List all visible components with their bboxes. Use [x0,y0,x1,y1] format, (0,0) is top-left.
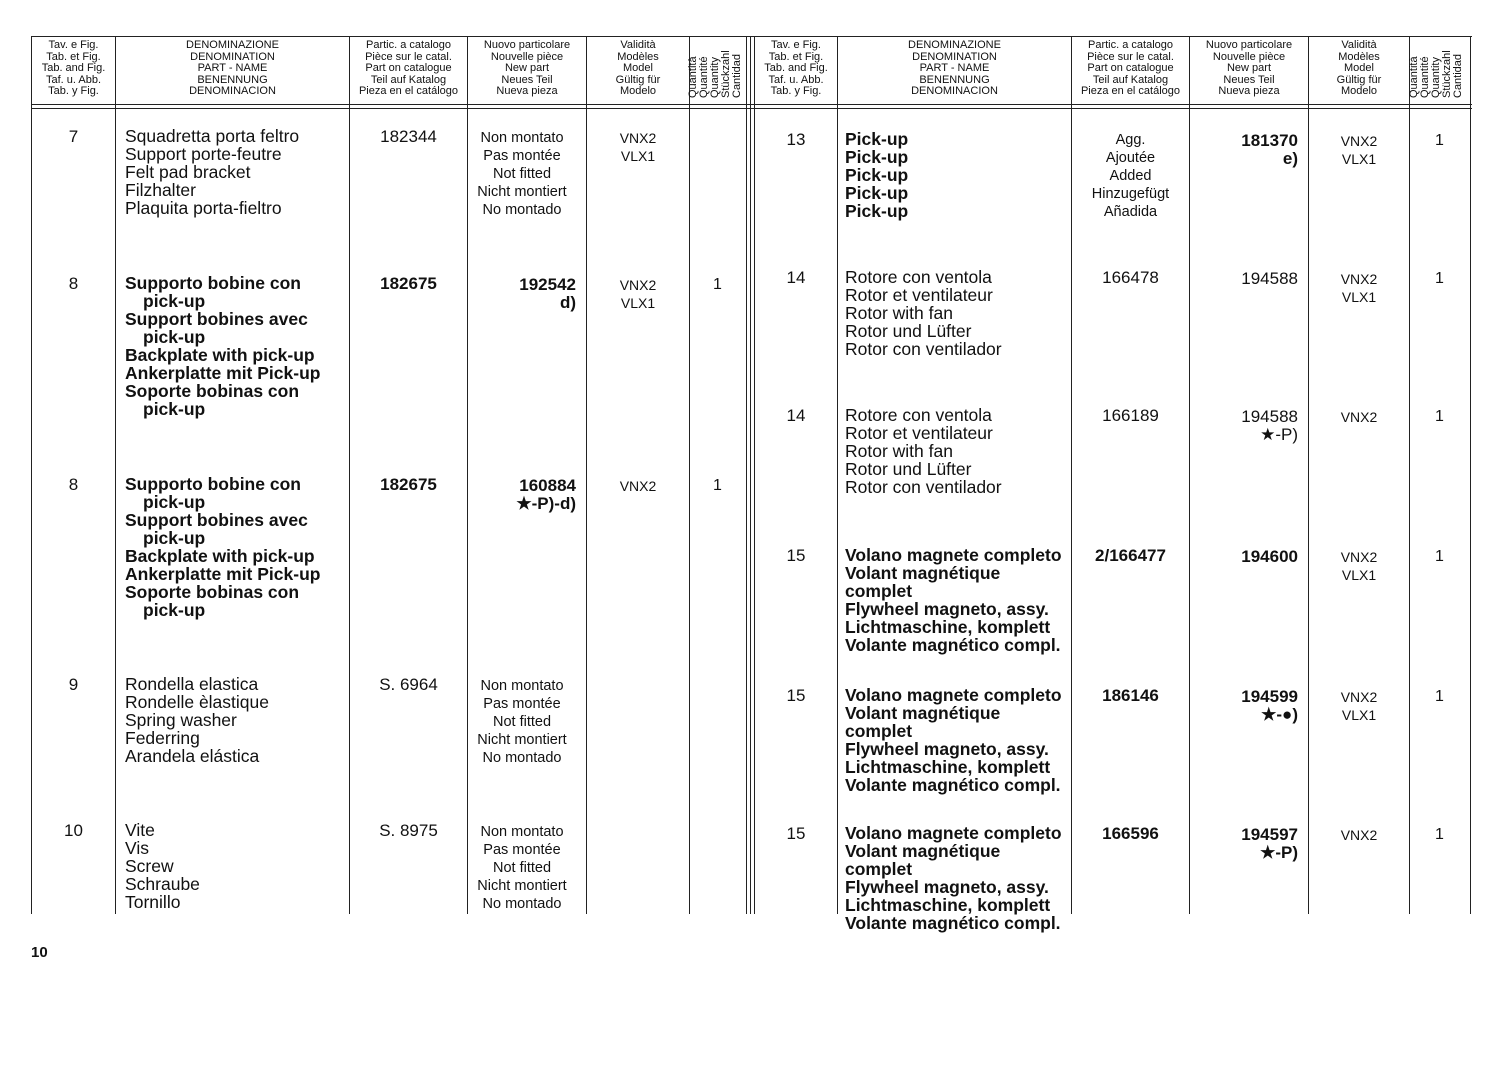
part-name-line: Backplate with pick-up [125,345,315,365]
part-name-line: Pick-up [845,129,909,149]
header-quantita: Quantità Quantité Quantity Stückzahl Cantidad [687,50,743,98]
new-part-line: e) [1282,149,1298,168]
part-name-line: Schraube [125,874,200,894]
quantity: 1 [713,276,722,293]
new-part-line: Not fitted [492,714,552,730]
header-validita: Validità Modèles Model Gültig für Modelo [1336,39,1382,98]
validity-model: VLX1 [1341,707,1377,723]
part-name [845,268,1069,358]
header-tav: Tav. e Fig. Tab. et Fig. Tab. and Fig. Taf. u. Abb. Tab. y Fig. [764,39,828,98]
new-part-line: No montado [482,202,562,218]
catalog-part: 2/166477 [1095,546,1166,565]
part-name-line: Volante magnético compl. [845,913,1061,933]
validity-models [1309,132,1409,168]
validity-model: VNX2 [619,478,657,494]
header-bottom-border-2 [31,108,1472,109]
part-name-line: Volante magnético compl. [845,635,1061,655]
new-part-line: 194599 [1241,687,1298,706]
part-name-line: Squadretta porta feltro [125,126,300,146]
header-nuovo: Nuovo particolare Nouvelle pièce New part Neues Teil Nueva pieza [483,39,571,98]
header-partic: Partic. a catalogo Pièce sur le catal. Part on catalogue Teil auf Katalog Pieza en el catálogo [1080,39,1181,98]
tav-number: 10 [64,821,83,840]
part-name-line: Volano magnete completo [845,685,1062,705]
new-part [468,823,576,913]
new-part-line: Pas montée [483,696,561,712]
catalog-part: 182675 [380,274,437,293]
tav-number: 8 [68,475,79,494]
quantity: 1 [713,477,722,494]
new-part-line: ★-P) [1260,843,1298,862]
validity-model: VNX2 [1340,133,1378,149]
part-name-line: Ankerplatte mit Pick-up [125,564,321,584]
new-part-line: Nicht montiert [477,184,567,200]
new-part-line: No montado [482,750,562,766]
validity-model: VLX1 [1341,567,1377,583]
new-part-line: 160884 [519,476,576,495]
part-name-line: Rondella elastica [125,674,259,694]
quantity: 1 [1435,132,1444,149]
part-name-line: Arandela elástica [125,746,260,766]
new-part [1190,270,1298,288]
part-name-line: Flywheel magneto, assy. [845,599,1049,619]
part-name [845,686,1069,794]
part-name-line: Rotor und Lüfter [845,459,972,479]
table-top-border [31,36,1472,37]
catalog-part: 182675 [380,475,437,494]
new-part-line: Not fitted [492,166,552,182]
part-name-line: Support porte-feutre [125,144,282,164]
part-name-line: Rotor und Lüfter [845,321,972,341]
new-part-line: 194600 [1241,547,1298,566]
new-part [468,276,576,312]
part-name-line: Pick-up [845,183,909,203]
tav-number: 15 [786,686,806,705]
new-part [1190,132,1298,168]
header-validita: Validità Modèles Model Gültig für Modelo [615,39,661,98]
header-quantita: Quantità Quantité Quantity Stückzahl Cantidad [1408,50,1464,98]
catalog-part: S. 6964 [379,675,438,694]
part-name-line: pick-up [143,399,206,419]
part-name-line: Backplate with pick-up [125,546,315,566]
quantity: 1 [1435,826,1444,843]
validity-models [1309,688,1409,724]
new-part-line: ★-P) [1260,425,1298,444]
part-name-line: Filzhalter [125,180,196,200]
part-name-line: Vis [125,838,149,858]
part-name-line: pick-up [143,528,206,548]
part-name [845,824,1069,932]
col-divider [750,36,751,914]
part-name-line: Spring washer [125,710,237,730]
part-name-line: Rotor con ventilador [845,477,1002,497]
catalog-part: 166596 [1102,824,1159,843]
part-name-line: Rotore con ventola [845,267,992,287]
col-divider [1409,36,1410,914]
part-name-line: Supporto bobine con [125,273,301,293]
part-name-line: Screw [125,856,174,876]
part-name [845,406,1069,496]
tav-number: 9 [68,675,79,694]
part-name-line: Plaquita porta-fieltro [125,198,282,218]
part-name-line: Rondelle èlastique [125,692,269,712]
tav-number: 15 [786,824,806,843]
col-divider [586,36,587,914]
tav-number: 13 [786,130,806,149]
tav-number: 15 [786,546,806,565]
part-name-line: Supporto bobine con [125,474,301,494]
tav-number: 14 [786,406,806,425]
header-tav: Tav. e Fig. Tab. et Fig. Tab. and Fig. Taf. u. Abb. Tab. y Fig. [41,39,106,98]
part-name [845,546,1069,654]
validity-model: VNX2 [619,277,657,293]
part-name-line: Lichtmaschine, komplett [845,617,1051,637]
validity-models [1309,408,1409,426]
validity-models [1309,826,1409,844]
col-divider [689,36,690,914]
validity-model: VNX2 [1340,827,1378,843]
col-divider [115,36,116,914]
catalog-part: Agg. Ajoutée Added Hinzugefügt Añadida [1091,132,1170,220]
quantity: 1 [1435,408,1444,425]
part-name [125,274,347,418]
part-name [125,675,347,765]
new-part-line: Not fitted [492,860,552,876]
part-name-line: Rotor et ventilateur [845,285,993,305]
part-name-line: Volano magnete completo [845,823,1062,843]
new-part-line: Non montato [480,824,564,840]
new-part-line: Nicht montiert [477,878,567,894]
new-part [1190,688,1298,724]
new-part-line: Non montato [480,678,564,694]
validity-models [587,477,689,495]
header-partic: Partic. a catalogo Pièce sur le catal. Part on catalogue Teil auf Katalog Pieza en el catálogo [358,39,459,98]
new-part-line: Pas montée [483,842,561,858]
col-divider [837,36,838,914]
part-name-line: Tornillo [125,892,181,912]
tav-number: 14 [786,268,806,287]
validity-models [1309,548,1409,584]
part-name-line: Volano magnete completo [845,545,1062,565]
new-part [468,677,576,767]
part-name-line: Volant magnétique complet [845,841,1001,879]
catalog-part: 166189 [1102,406,1159,425]
quantity: 1 [1435,270,1444,287]
part-name-line: Volant magnétique complet [845,563,1001,601]
new-part-line: ★-P)-d) [516,494,576,513]
new-part [468,477,576,513]
col-divider [746,36,747,914]
new-part-line: d) [559,293,576,312]
part-name [125,821,347,911]
validity-model: VLX1 [620,148,656,164]
quantity: 1 [1435,688,1444,705]
part-name-line: pick-up [143,291,206,311]
quantity: 1 [1435,548,1444,565]
part-name-line: Flywheel magneto, assy. [845,877,1049,897]
catalog-part: 182344 [380,127,437,146]
new-part [1190,548,1298,566]
part-name-line: Flywheel magneto, assy. [845,739,1049,759]
new-part-line: Nicht montiert [477,732,567,748]
validity-model: VNX2 [1340,271,1378,287]
header-nuovo: Nuovo particolare Nouvelle pièce New part Neues Teil Nueva pieza [1205,39,1293,98]
part-name-line: Lichtmaschine, komplett [845,757,1051,777]
part-name-line: Rotor con ventilador [845,339,1002,359]
new-part-line: Pas montée [483,148,561,164]
part-name-line: Ankerplatte mit Pick-up [125,363,321,383]
validity-models [1309,270,1409,306]
part-name-line: Pick-up [845,165,909,185]
tav-number: 7 [68,127,79,146]
new-part [1190,408,1298,444]
col-divider [754,36,755,914]
page-number: 10 [31,944,48,961]
part-name [845,130,1069,220]
part-name-line: Rotore con ventola [845,405,992,425]
part-name-line: pick-up [143,327,206,347]
validity-models [587,129,689,165]
part-name-line: Support bobines avec [125,510,308,530]
part-name-line: Rotor et ventilateur [845,423,993,443]
validity-model: VNX2 [619,130,657,146]
part-name-line: Soporte bobinas con [125,582,300,602]
tav-number: 8 [68,274,79,293]
part-name [125,127,347,217]
validity-model: VNX2 [1340,549,1378,565]
validity-model: VNX2 [1340,689,1378,705]
new-part [1190,826,1298,862]
new-part-line: 181370 [1241,131,1298,150]
part-name-line: Federring [125,728,200,748]
validity-model: VLX1 [620,295,656,311]
validity-models [587,276,689,312]
new-part-line: 194588 [1241,269,1298,288]
validity-model: VLX1 [1341,151,1377,167]
catalog-part: S. 8975 [379,821,438,840]
part-name-line: Lichtmaschine, komplett [845,895,1051,915]
col-divider [349,36,350,914]
new-part-line: No montado [482,896,562,912]
part-name-line: Felt pad bracket [125,162,251,182]
part-name-line: Pick-up [845,147,909,167]
validity-model: VNX2 [1340,409,1378,425]
catalog-part: 166478 [1102,268,1159,287]
part-name-line: Support bobines avec [125,309,308,329]
new-part-line: 194597 [1241,825,1298,844]
catalog-part: 186146 [1102,686,1159,705]
new-part-line: 194588 [1241,407,1298,426]
part-name-line: Rotor with fan [845,303,953,323]
header-denominazione: DENOMINAZIONE DENOMINATION PART - NAME BENENNUNG DENOMINACION [186,39,279,98]
new-part-line: ★-●) [1261,705,1298,724]
new-part-line: 192542 [519,275,576,294]
part-name-line: pick-up [143,492,206,512]
part-name-line: Soporte bobinas con [125,381,300,401]
part-name [125,475,347,619]
part-name-line: Volante magnético compl. [845,775,1061,795]
col-divider [31,36,32,914]
header-bottom-border [31,104,1472,105]
new-part-line: Non montato [480,130,564,146]
new-part [468,129,576,219]
part-name-line: Pick-up [845,201,909,221]
part-name-line: Rotor with fan [845,441,953,461]
part-name-line: pick-up [143,600,206,620]
part-name-line: Volant magnétique complet [845,703,1001,741]
validity-model: VLX1 [1341,289,1377,305]
part-name-line: Vite [125,820,155,840]
col-divider [1470,36,1471,914]
header-denominazione: DENOMINAZIONE DENOMINATION PART - NAME BENENNUNG DENOMINACION [908,39,1001,98]
